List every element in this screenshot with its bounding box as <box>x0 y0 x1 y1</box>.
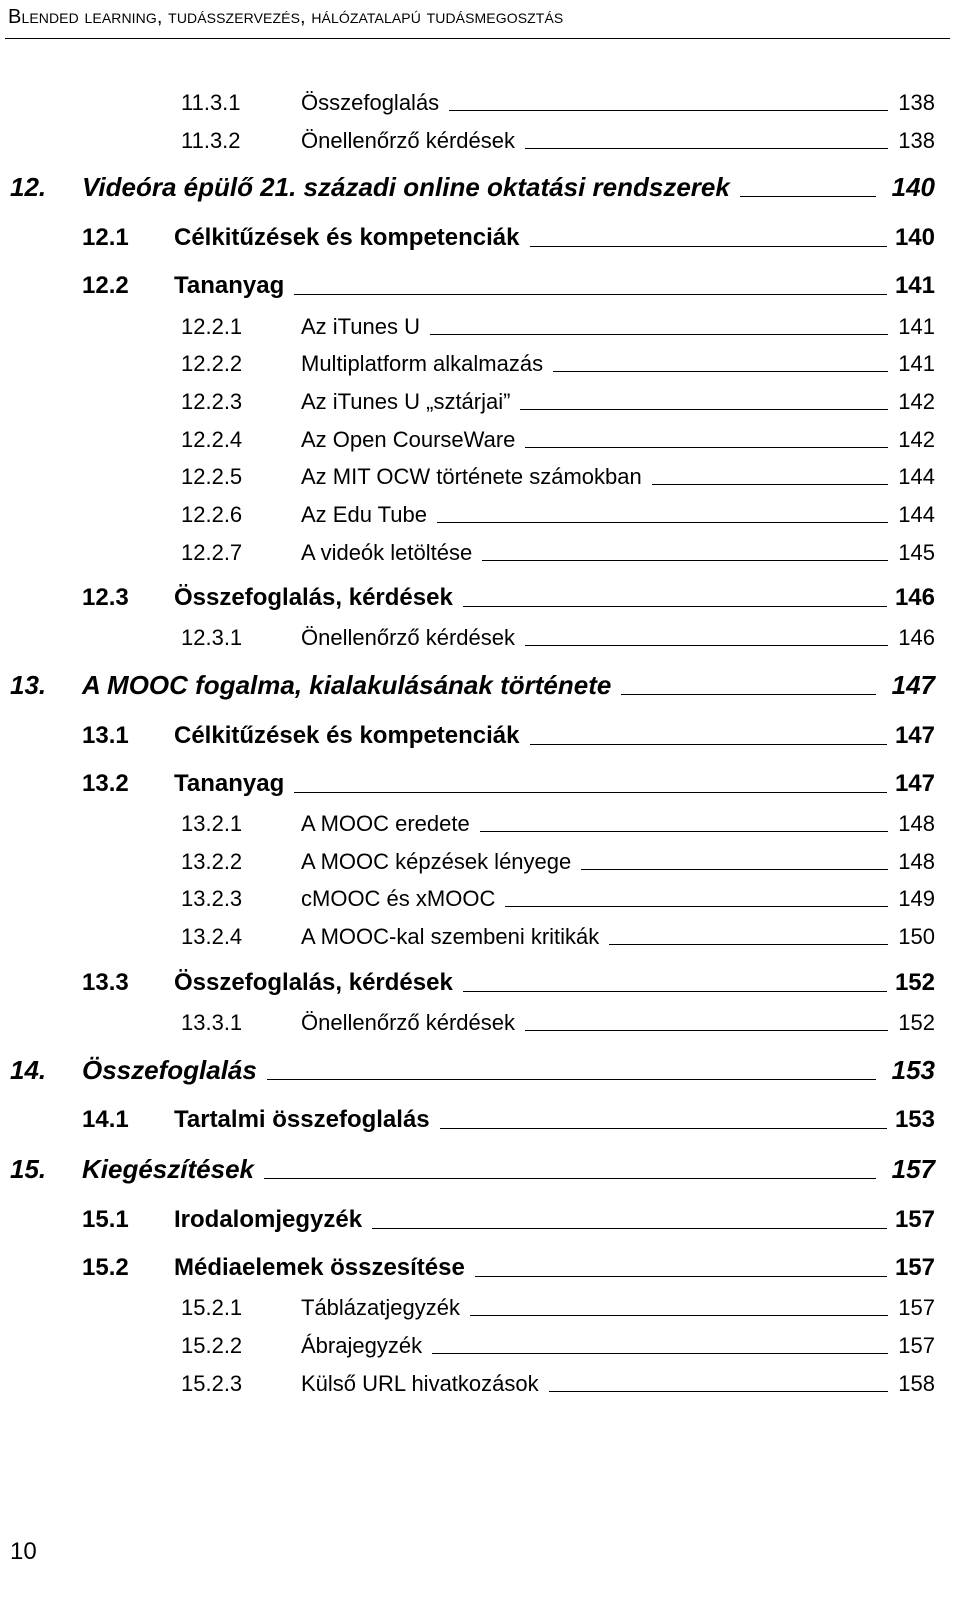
toc-entry-number: 13. <box>10 670 47 700</box>
toc-leader-line <box>437 522 888 523</box>
toc-entry-title: Az Edu Tube <box>301 502 427 527</box>
toc-leader-line <box>264 1178 876 1179</box>
toc-leader-line <box>553 371 888 372</box>
toc-entry-number: 12.3 <box>82 584 129 611</box>
toc-entry-number: 12.2.7 <box>181 540 243 565</box>
toc-entry-level2[interactable] <box>82 766 935 796</box>
toc-entry-title: Önellenőrző kérdések <box>301 1010 516 1035</box>
toc-entry-number: 12. <box>10 172 47 202</box>
toc-entry-title: A MOOC képzések lényege <box>301 849 572 874</box>
toc-entry-page: 145 <box>898 540 935 565</box>
toc-entry-title: Táblázatjegyzék <box>301 1295 460 1320</box>
toc-entry-page: 148 <box>898 849 935 874</box>
toc-entry-title: Önellenőrző kérdések <box>301 128 516 153</box>
toc-entry-level1[interactable] <box>10 668 935 698</box>
toc-entry-title: Célkitűzések és kompetenciák <box>174 722 520 749</box>
toc-entry-title: Kiegészítések <box>82 1154 254 1184</box>
toc-entry-level2[interactable] <box>82 718 935 748</box>
toc-entry-page: 157 <box>898 1333 935 1358</box>
toc-leader-line <box>652 484 889 485</box>
toc-entry-number: 13.2.4 <box>181 924 243 949</box>
toc-entry-page: 157 <box>894 1206 935 1233</box>
toc-entry-level2[interactable] <box>82 965 935 995</box>
toc-entry-title: A videók letöltése <box>301 540 473 565</box>
toc-entry-title: A MOOC-kal szembeni kritikák <box>301 924 600 949</box>
toc-entry-level3[interactable] <box>181 458 935 488</box>
toc-entry-level3[interactable] <box>181 345 935 375</box>
toc-entry-title: Videóra épülő 21. századi online oktatási rendszerek <box>82 172 730 202</box>
toc-leader-line <box>475 1276 887 1277</box>
toc-entry-number: 12.2.1 <box>181 314 243 339</box>
toc-leader-line <box>525 645 888 646</box>
toc-entry-title: Tartalmi összefoglalás <box>174 1106 430 1133</box>
toc-entry-number: 11.3.2 <box>181 128 241 153</box>
toc-entry-number: 13.3.1 <box>181 1010 243 1035</box>
toc-entry-page: 150 <box>898 924 935 949</box>
toc-entry-page: 146 <box>894 584 935 611</box>
toc-leader-line <box>449 110 888 111</box>
toc-entry-page: 144 <box>898 464 935 489</box>
toc-leader-line <box>505 906 888 907</box>
toc-leader-line <box>581 869 888 870</box>
toc-entry-page: 140 <box>891 172 935 202</box>
toc-entry-level3[interactable] <box>181 880 935 910</box>
toc-entry-level3[interactable] <box>181 496 935 526</box>
toc-entry-page: 140 <box>894 224 935 251</box>
toc-entry-level2[interactable] <box>82 1202 935 1232</box>
toc-entry-title: Ábrajegyzék <box>301 1333 423 1358</box>
toc-leader-line <box>520 409 888 410</box>
toc-entry-page: 157 <box>891 1154 935 1184</box>
toc-leader-line <box>463 991 887 992</box>
toc-entry-number: 12.2.4 <box>181 427 243 452</box>
toc-entry-number: 13.2.3 <box>181 886 243 911</box>
toc-entry-number: 15.2 <box>82 1254 129 1281</box>
toc-entry-level2[interactable] <box>82 220 935 250</box>
toc-entry-level3[interactable] <box>181 843 935 873</box>
toc-entry-page: 138 <box>898 128 935 153</box>
toc-leader-line <box>294 792 887 793</box>
toc-entry-number: 15.2.3 <box>181 1371 243 1396</box>
toc-entry-page: 144 <box>898 502 935 527</box>
toc-entry-level3[interactable] <box>181 1365 935 1395</box>
toc-entry-level1[interactable] <box>10 170 935 200</box>
toc-entry-number: 12.2 <box>82 272 129 299</box>
toc-entry-page: 152 <box>894 969 935 996</box>
toc-entry-title: Az Open CourseWare <box>301 427 516 452</box>
toc-entry-page: 141 <box>898 314 935 339</box>
toc-entry-level3[interactable] <box>181 421 935 451</box>
toc-entry-title: cMOOC és xMOOC <box>301 886 496 911</box>
toc-entry-title: Összefoglalás, kérdések <box>174 969 453 996</box>
toc-entry-page: 142 <box>898 389 935 414</box>
toc-entry-number: 12.2.2 <box>181 351 243 376</box>
toc-entry-page: 158 <box>898 1371 935 1396</box>
toc-entry-title: A MOOC fogalma, kialakulásának története <box>82 670 612 700</box>
toc-entry-number: 12.1 <box>82 224 129 251</box>
toc-entry-number: 13.2.2 <box>181 849 243 874</box>
toc-leader-line <box>482 560 888 561</box>
toc-entry-page: 141 <box>894 272 935 299</box>
toc-leader-line <box>609 944 888 945</box>
toc-entry-page: 147 <box>894 770 935 797</box>
toc-leader-line <box>525 148 888 149</box>
toc-entry-level3[interactable] <box>181 1004 935 1034</box>
toc-leader-line <box>372 1228 887 1229</box>
toc-entry-level3[interactable] <box>181 122 935 152</box>
toc-entry-number: 12.3.1 <box>181 625 243 650</box>
toc-entry-number: 12.2.5 <box>181 464 243 489</box>
toc-entry-level3[interactable] <box>181 805 935 835</box>
toc-leader-line <box>294 294 887 295</box>
toc-entry-title: Összefoglalás <box>82 1055 257 1085</box>
toc-entry-level3[interactable] <box>181 1289 935 1319</box>
running-header-title: Blended learning, tudásszervezés, hálózatalapú tudásmegosztás <box>8 6 564 28</box>
toc-entry-title: Összefoglalás, kérdések <box>174 584 453 611</box>
toc-entry-page: 146 <box>898 625 935 650</box>
toc-leader-line <box>549 1391 889 1392</box>
toc-entry-page: 149 <box>898 886 935 911</box>
toc-entry-page: 147 <box>894 722 935 749</box>
toc-leader-line <box>525 447 888 448</box>
toc-entry-title: Irodalomjegyzék <box>174 1206 363 1233</box>
toc-leader-line <box>530 246 887 247</box>
toc-entry-title: Az MIT OCW története számokban <box>301 464 642 489</box>
toc-entry-number: 11.3.1 <box>181 90 241 115</box>
toc-leader-line <box>463 606 887 607</box>
toc-entry-title: Tananyag <box>174 770 285 797</box>
toc-entry-number: 15.2.2 <box>181 1333 243 1358</box>
toc-entry-title: Az iTunes U „sztárjai” <box>301 389 511 414</box>
toc-entry-page: 147 <box>891 670 935 700</box>
toc-leader-line <box>470 1315 888 1316</box>
toc-entry-number: 14.1 <box>82 1106 129 1133</box>
toc-entry-level3[interactable] <box>181 84 935 114</box>
toc-entry-level1[interactable] <box>10 1152 935 1182</box>
toc-leader-line <box>621 694 875 695</box>
toc-entry-page: 148 <box>898 811 935 836</box>
toc-entry-number: 13.2 <box>82 770 129 797</box>
toc-entry-number: 15.1 <box>82 1206 129 1233</box>
toc-entry-level2[interactable] <box>82 1250 935 1280</box>
toc-entry-page: 153 <box>891 1055 935 1085</box>
toc-entry-page: 141 <box>898 351 935 376</box>
toc-leader-line <box>430 334 888 335</box>
toc-entry-number: 14. <box>10 1055 47 1085</box>
toc-entry-title: Összefoglalás <box>301 90 440 115</box>
toc-entry-title: Külső URL hivatkozások <box>301 1371 539 1396</box>
toc-entry-title: Célkitűzések és kompetenciák <box>174 224 520 251</box>
toc-leader-line <box>432 1353 888 1354</box>
toc-entry-level3[interactable] <box>181 918 935 948</box>
toc-leader-line <box>267 1079 876 1080</box>
toc-entry-title: Médiaelemek összesítése <box>174 1254 465 1281</box>
toc-entry-page: 152 <box>898 1010 935 1035</box>
toc-entry-page: 153 <box>894 1106 935 1133</box>
toc-entry-page: 138 <box>898 90 935 115</box>
toc-leader-line <box>740 196 876 197</box>
toc-leader-line <box>440 1128 887 1129</box>
toc-entry-level3[interactable] <box>181 383 935 413</box>
toc-entry-level1[interactable] <box>10 1053 935 1083</box>
toc-entry-number: 12.2.6 <box>181 502 243 527</box>
page-number: 10 <box>10 1538 37 1565</box>
toc-entry-page: 142 <box>898 427 935 452</box>
toc-entry-level2[interactable] <box>82 1102 935 1132</box>
toc-entry-title: A MOOC eredete <box>301 811 470 836</box>
toc-leader-line <box>525 1030 888 1031</box>
toc-entry-title: Önellenőrző kérdések <box>301 625 516 650</box>
toc-entry-number: 12.2.3 <box>181 389 243 414</box>
toc-entry-page: 157 <box>894 1254 935 1281</box>
toc-entry-level3[interactable] <box>181 1327 935 1357</box>
toc-entry-number: 13.1 <box>82 722 129 749</box>
toc-leader-line <box>530 744 887 745</box>
toc-entry-number: 13.2.1 <box>181 811 243 836</box>
toc-entry-level2[interactable] <box>82 580 935 610</box>
toc-entry-level3[interactable] <box>181 308 935 338</box>
toc-entry-level2[interactable] <box>82 268 935 298</box>
toc-entry-title: Tananyag <box>174 272 285 299</box>
toc-entry-title: Multiplatform alkalmazás <box>301 351 544 376</box>
toc-entry-level3[interactable] <box>181 619 935 649</box>
toc-entry-number: 15. <box>10 1154 47 1184</box>
toc-entry-number: 15.2.1 <box>181 1295 243 1320</box>
toc-entry-page: 157 <box>898 1295 935 1320</box>
toc-entry-number: 13.3 <box>82 969 129 996</box>
toc-leader-line <box>480 831 889 832</box>
toc-entry-title: Az iTunes U <box>301 314 421 339</box>
toc-entry-level3[interactable] <box>181 534 935 564</box>
